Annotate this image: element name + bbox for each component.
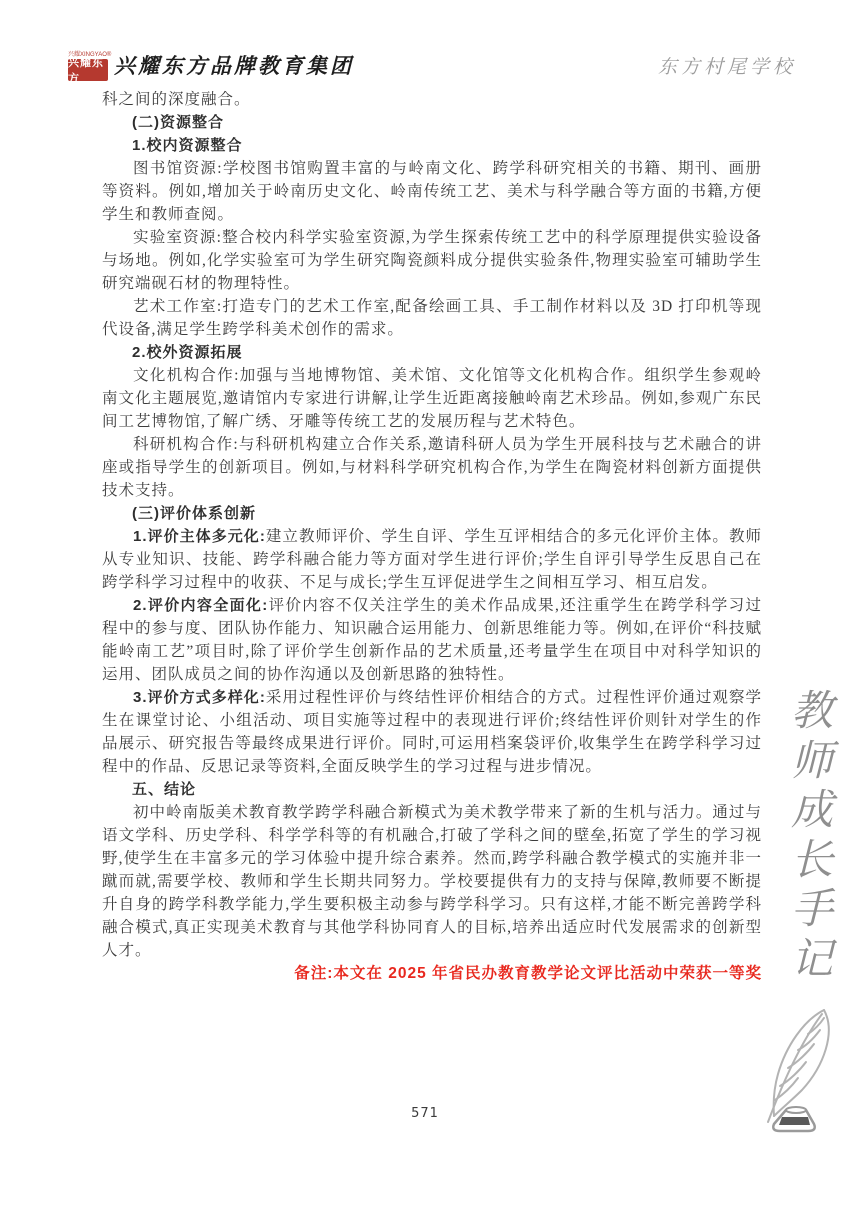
body-paragraph: 文化机构合作:加强与当地博物馆、美术馆、文化馆等文化机构合作。组织学生参观岭南文化主题展览,邀请馆内专家进行讲解,让学生近距离接触岭南艺术珍品。例如,参观广东民间工艺博物馆,了解广绣、牙雕等传统工艺的发展历程与艺术特色。 (102, 367, 762, 430)
banner-char: 长 (790, 834, 833, 884)
paragraph-text: 采用过程性评价与终结性评价相结合的方式。过程性评价通过观察学生在课堂讨论、小组活动、项目实施等过程中的表现进行评价;终结性评价则针对学生的作品展示、研究报告等最终成果进行评价。同时,可运用档案袋评价,收集学生在跨学科学习过程中的作品、反思记录等资料,全面反映学生的学习过程与进步情况。 (102, 689, 762, 775)
paragraph-text: 评价内容不仅关注学生的美术作品成果,还注重学生在跨学科学习过程中的参与度、团队协作能力、知识融合运用能力、创新思维能力等。例如,在评价“科技赋能岭南工艺”项目时,除了评价学生创新作品的艺术质量,还考量学生在项目中对科学知识的运用、团队成员之间的协作沟通以及创新思路的独特性。 (102, 597, 762, 683)
section-heading: 五、结论 (132, 781, 197, 798)
brand-seal-icon: 兴耀东方 (68, 59, 108, 81)
paragraph-lead: 3.评价方式多样化: (133, 689, 266, 706)
brand-name: 兴耀东方品牌教育集团 (114, 53, 354, 78)
teacher-growth-banner (786, 686, 838, 983)
school-name: 东方村尾学校 (657, 56, 796, 78)
page-number: 571 (411, 1106, 439, 1121)
quill-inkwell-icon (742, 1004, 846, 1144)
section-heading: (三)评价体系创新 (132, 505, 256, 522)
banner-char: 师 (790, 735, 833, 785)
award-note: 备注:本文在 2025 年省民办教育教学论文评比活动中荣获一等奖 (294, 965, 762, 982)
subsection-heading: 1.校内资源整合 (132, 137, 243, 154)
paragraph-lead: 1.评价主体多元化: (133, 528, 266, 545)
body-paragraph: 初中岭南版美术教育教学跨学科融合新模式为美术教学带来了新的生机与活力。通过与语文学科、历史学科、科学学科等的有机融合,打破了学科之间的壁垒,拓宽了学生的学习视野,使学生在丰富多元的学习体验中提升综合素养。然而,跨学科融合教学模式的实施并非一蹴而就,需要学校、教师和学生长期共同努力。学校要提供有力的支持与保障,教师要不断提升自身的跨学科教学能力,学生要积极主动参与跨学科学习。只有这样,才能不断完善跨学科融合模式,真正实现美术教育与其他学科协同育人的目标,培养出适应时代发展需求的创新型人才。 (102, 804, 762, 959)
body-paragraph: 图书馆资源:学校图书馆购置丰富的与岭南文化、跨学科研究相关的书籍、期刊、画册等资料。例如,增加关于岭南历史文化、岭南传统工艺、美术与科学融合等方面的书籍,方便学生和教师查阅。 (102, 160, 762, 223)
body-paragraph (102, 525, 762, 594)
body-paragraph (102, 686, 762, 778)
banner-char: 记 (790, 933, 833, 983)
page-header (68, 48, 830, 92)
section-heading: (二)资源整合 (132, 114, 224, 131)
brand-logo-caption: 兴耀XINGYAO® (68, 52, 112, 58)
paragraph-lead: 2.评价内容全面化: (133, 597, 269, 614)
banner-char: 成 (790, 785, 833, 834)
banner-char: 手 (790, 884, 833, 933)
document-body (102, 88, 762, 985)
body-paragraph: 实验室资源:整合校内科学实验室资源,为学生探索传统工艺中的科学原理提供实验设备与场地。例如,化学实验室可为学生研究陶瓷颜料成分提供实验条件,物理实验室可辅助学生研究端砚石材的物理特性。 (102, 229, 762, 292)
body-paragraph (102, 594, 762, 686)
body-paragraph: 科研机构合作:与科研机构建立合作关系,邀请科研人员为学生开展科技与艺术融合的讲座或指导学生的创新项目。例如,与材料科学研究机构合作,为学生在陶瓷材料创新方面提供技术支持。 (102, 436, 762, 499)
subsection-heading: 2.校外资源拓展 (132, 344, 243, 361)
body-paragraph: 科之间的深度融合。 (102, 91, 251, 108)
brand-logo (68, 52, 110, 86)
paragraph-text: 建立教师评价、学生自评、学生互评相结合的多元化评价主体。教师从专业知识、技能、跨学科融合能力等方面对学生进行评价;学生自评引导学生反思自己在跨学科学习过程中的收获、不足与成长;学生互评促进学生之间相互学习、相互启发。 (102, 528, 762, 591)
body-paragraph: 艺术工作室:打造专门的艺术工作室,配备绘画工具、手工制作材料以及 3D 打印机等现代设备,满足学生跨学科美术创作的需求。 (102, 298, 762, 338)
banner-char: 教 (790, 686, 833, 735)
